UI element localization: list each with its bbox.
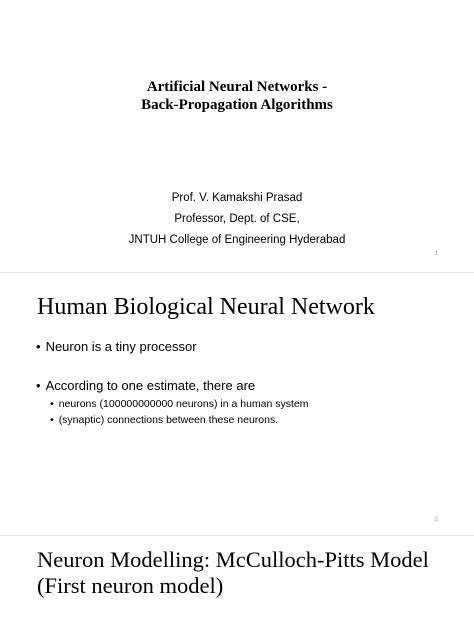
author-name: Prof. V. Kamakshi Prasad [171, 192, 303, 204]
author-position: Professor, Dept. of CSE, [174, 213, 300, 225]
slide-1-title-line-1: Artificial Neural Networks - [146, 79, 328, 95]
slide-1-title [0, 78, 474, 114]
slide-2-page-number: 2 [435, 517, 439, 523]
slide-1-title-line-2: Back-Propagation Algorithms [141, 97, 333, 113]
bullet-item-1: • Neuron is a tiny processor [36, 339, 197, 355]
author-institution: JNTUH College of Engineering Hyderabad [128, 234, 346, 246]
slide-2-title: Human Biological Neural Network [37, 294, 375, 320]
bullet-item-2: • According to one estimate, there are [36, 378, 255, 394]
slide-1-page-number: 1 [435, 251, 439, 257]
slide-3-title-line-1: Neuron Modelling: McCulloch-Pitts Model [37, 547, 429, 572]
slide-3 [0, 536, 474, 632]
sub-bullet-item-1: • neurons (100000000000 neurons) in a human system [50, 397, 309, 411]
slide-3-title-line-2: (First neuron model) [37, 573, 224, 598]
sub-bullet-item-2: • (synaptic) connections between these neurons. [50, 413, 278, 427]
slide-1 [0, 0, 474, 272]
slide-1-author-block [0, 188, 474, 251]
slide-3-title [37, 547, 429, 599]
slide-2 [0, 273, 474, 535]
